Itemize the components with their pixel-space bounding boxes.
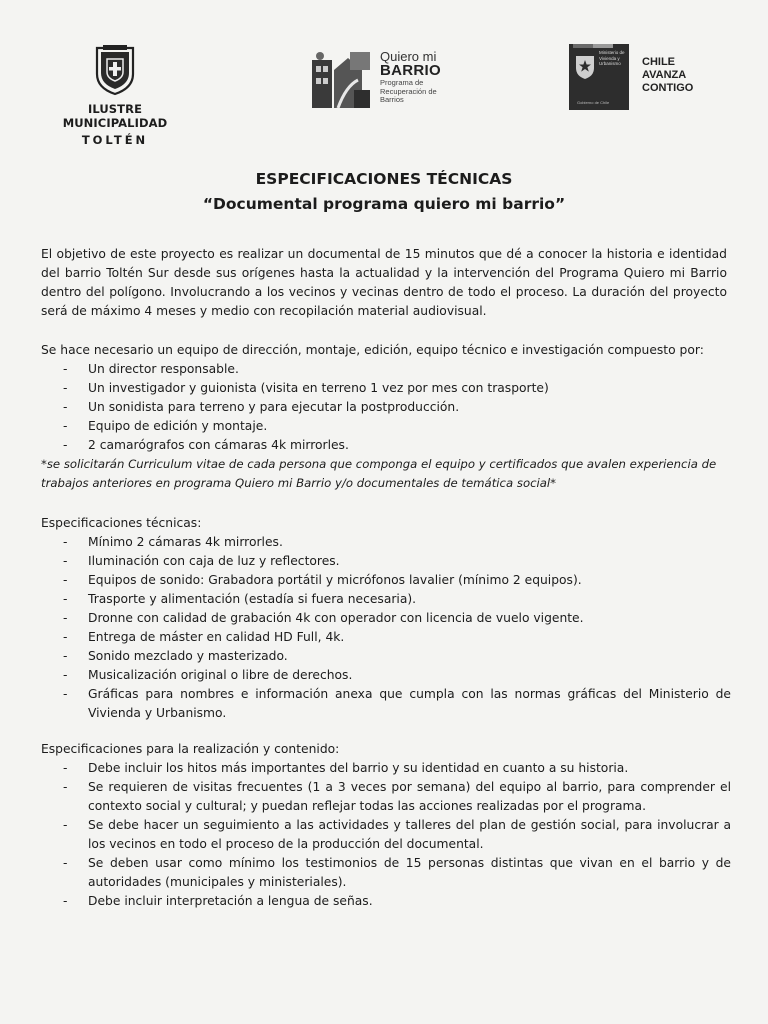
quiero-mi-barrio-logo [310,50,470,120]
list-item: - Se deben usar como mínimo los testimonios de 15 personas distintas que vivan en el barrio y de autoridades (municipales y ministeriales). [41,854,731,892]
intro-line: del barrio Toltén Sur desde sus orígenes hasta la actualidad y la intervención del Programa Quiero mi Barrio [41,266,727,280]
chile-avanza-slogan [642,56,693,95]
slogan-line3: CONTIGO [642,82,694,94]
municipality-city: TOLTÉN [81,133,149,147]
content-specs-heading: Especificaciones para la realización y contenido: [41,742,340,756]
list-item: - Equipo de edición y montaje. [41,417,731,436]
flag-stripe-light [593,44,613,48]
document-subtitle: “Documental programa quiero mi barrio” [202,195,566,213]
intro-line: dentro del polígono. Involucrando a los vecinos y vecinas dentro de todo el proceso. La duración del proyecto [41,285,727,299]
list-item: - Un director responsable. [41,360,731,379]
team-section [41,341,731,493]
document-title: ESPECIFICACIONES TÉCNICAS [255,170,513,188]
intro-line: será de máximo 4 meses y medio con recopilación material audiovisual. [41,304,487,318]
ministry-name-1: Ministerio de [599,50,625,55]
ministry-name-2: Vivienda y [599,55,620,61]
tech-specs-list [41,533,731,723]
list-item: - Musicalización original o libre de derechos. [41,666,731,685]
municipal-shield-icon [93,44,137,96]
municipality-name: ILUSTRE MUNICIPALIDAD [62,102,168,130]
slogan-line1: CHILE [642,56,675,68]
list-item: - Debe incluir los hitos más importantes del barrio y su identidad en cuanto a su historia. [41,759,731,778]
slogan-line2: AVANZA [642,69,687,81]
intro-paragraph [41,245,727,321]
barrio-logo-sub3: Barrios [380,95,404,104]
list-item: - Mínimo 2 cámaras 4k mirrorles. [41,533,731,552]
flag-stripe-dark [573,44,593,48]
list-item: - Iluminación con caja de luz y reflectores. [41,552,731,571]
list-item: - Dronne con calidad de grabación 4k con operador con licencia de vuelo vigente. [41,609,731,628]
municipality-logo [40,44,190,147]
barrio-logo-line1: Quiero mi [380,49,437,64]
tech-specs-heading: Especificaciones técnicas: [41,516,202,530]
cv-note: *se solicitarán Curriculum vitae de cada persona que componga el equipo y certificados que avalen experiencia de trabajos anteriores en programa Quiero mi Barrio y/o documentales de temática social* [41,457,717,490]
intro-line: El objetivo de este proyecto es realizar un documental de 15 minutos que dé a conocer la historia e identidad [41,247,727,261]
barrio-logo-sub2: Recuperación de [380,86,437,96]
list-item: - Un investigador y guionista (visita en terreno 1 vez por mes con trasporte) [41,379,731,398]
list-item: - Se requieren de visitas frecuentes (1 a 3 veces por semana) del equipo al barrio, para comprender el contexto social y cultural; y puedan reflejar todas las acciones realizadas por el programa. [41,778,731,816]
content-specs-list [41,759,731,911]
gobierno-footer: Gobierno de Chile [577,100,610,105]
government-logo [569,44,729,112]
list-item: - Sonido mezclado y masterizado. [41,647,731,666]
list-item: - Entrega de máster en calidad HD Full, 4k. [41,628,731,647]
ministry-emblem [569,44,629,110]
barrio-houses-icon [310,50,374,112]
barrio-logo-line2: BARRIO [380,62,441,79]
team-list [41,360,731,455]
list-item: - 2 camarógrafos con cámaras 4k mirrorles. [41,436,731,455]
content-specs-section [41,740,731,911]
ministry-name-3: Urbanismo [599,61,621,66]
chile-coat-icon [574,54,596,80]
tech-specs-section [41,514,731,723]
list-item: - Debe incluir interpretación a lengua de señas. [41,892,731,911]
team-heading: Se hace necesario un equipo de dirección, montaje, edición, equipo técnico e investigación compuesto por: [41,343,704,357]
list-item: - Se debe hacer un seguimiento a las actividades y talleres del plan de gestión social, para involucrar a los vecinos en todo el proceso de la producción del documental. [41,816,731,854]
list-item: - Trasporte y alimentación (estadía si fuera necesaria). [41,590,731,609]
list-item: - Un sonidista para terreno y para ejecutar la postproducción. [41,398,731,417]
list-item: - Gráficas para nombres e información anexa que cumpla con las normas gráficas del Ministerio de Vivienda y Urbanismo. [41,685,731,723]
list-item: - Equipos de sonido: Grabadora portátil y micrófonos lavalier (mínimo 2 equipos). [41,571,731,590]
barrio-logo-sub1: Programa de [380,78,424,87]
